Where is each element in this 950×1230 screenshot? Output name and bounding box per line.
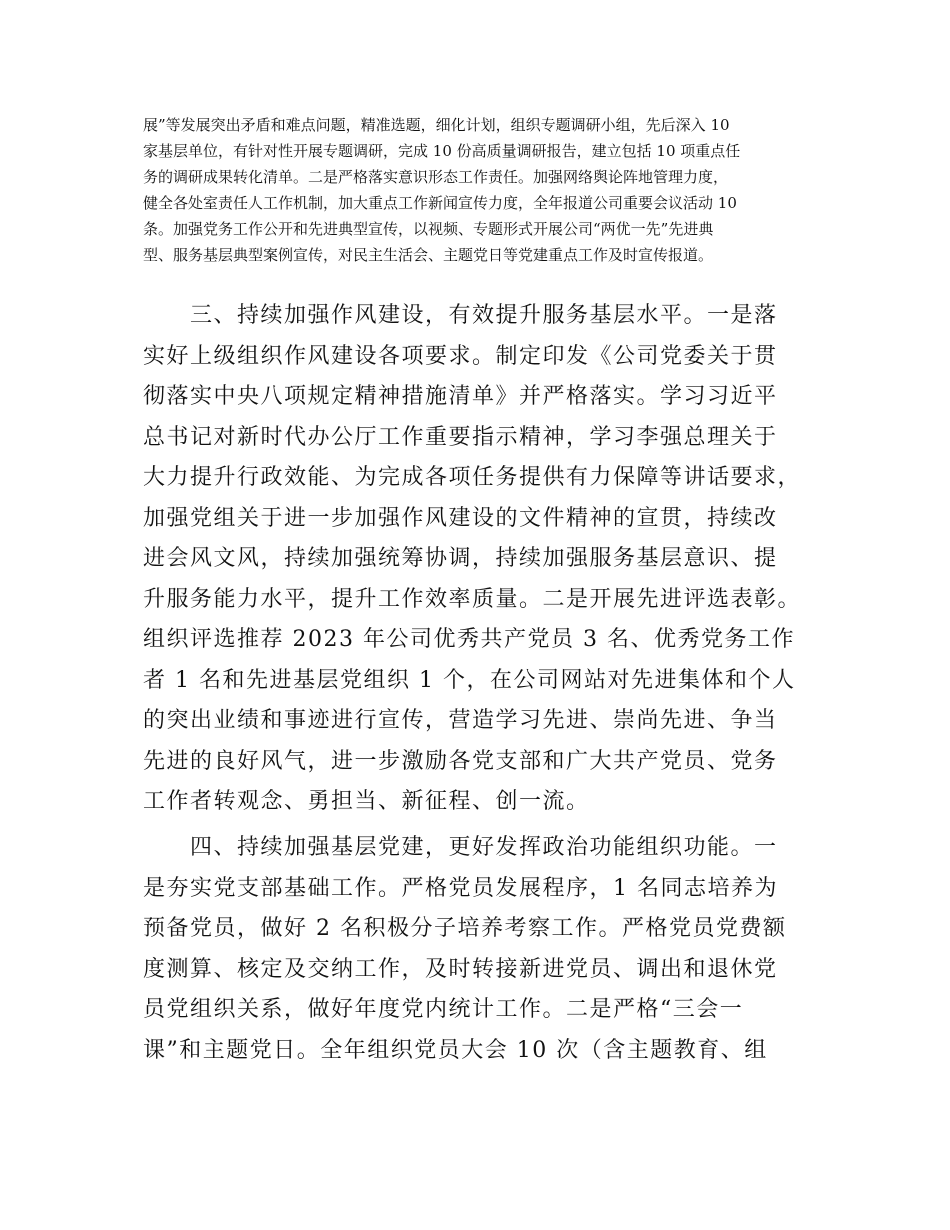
text-line: 总书记对新时代办公厅工作重要指示精神，学习李强总理关于 — [143, 424, 778, 450]
text-line: 者 1 名和先进基层党组织 1 个，在公司网站对先进集体和个人 — [143, 667, 796, 693]
paragraph-section-three — [143, 296, 815, 823]
text-line: 的突出业绩和事迹进行宣传，营造学习先进、崇尚先进、争当 — [143, 708, 778, 733]
paragraph-intro-continuation — [143, 112, 815, 268]
text-line: 条。加强党务工作公开和先进典型宣传，以视频、专题形式开展公司“两优一先”先进典 — [143, 220, 714, 238]
text-line: 展”等发展突出矛盾和难点问题，精准选题，细化计划，组织专题调研小组，先后深入 10 — [143, 116, 730, 134]
text-line: 进会风文风，持续加强统筹协调，持续加强服务基层意识、提 — [143, 546, 778, 571]
text-line: 升服务能力水平，提升工作效率质量。二是开展先进评选表彰。 — [143, 586, 802, 612]
paragraph-section-four — [143, 828, 815, 1071]
text-line: 大力提升行政效能、为完成各项任务提供有力保障等讲话要求， — [143, 465, 802, 490]
text-line: 工作者转观念、勇担当、新征程、创一流。 — [143, 789, 590, 814]
text-line: 员党组织关系，做好年度党内统计工作。二是严格“三会一 — [143, 997, 744, 1022]
text-line: 是夯实党支部基础工作。严格党员发展程序，1 名同志培养为 — [143, 875, 778, 901]
text-line: 四、持续加强基层党建，更好发挥政治功能组织功能。一 — [143, 835, 778, 860]
text-line: 型、服务基层典型案例宣传，对民主生活会、主题党日等党建重点工作及时宣传报道。 — [143, 246, 714, 264]
text-line: 健全各处室责任人工作机制，加大重点工作新闻宣传力度，全年报道公司重要会议活动 10 — [143, 194, 737, 212]
text-line: 务的调研成果转化清单。二是严格落实意识形态工作责任。加强网络舆论阵地管理力度， — [143, 168, 729, 186]
text-line: 课”和主题党日。全年组织党员大会 10 次（含主题教育、组 — [143, 1037, 768, 1063]
text-line: 三、持续加强作风建设，有效提升服务基层水平。一是落 — [143, 303, 778, 328]
text-line: 度测算、核定及交纳工作，及时转接新进党员、调出和退休党 — [143, 956, 778, 982]
text-line: 彻落实中央八项规定精神措施清单》并严格落实。学习习近平 — [143, 384, 778, 409]
text-line: 加强党组关于进一步加强作风建设的文件精神的宣贯，持续改 — [143, 505, 778, 531]
text-line: 先进的良好风气，进一步激励各党支部和广大共产党员、党务 — [143, 748, 778, 774]
text-line: 家基层单位，有针对性开展专题调研，完成 10 份高质量调研报告，建立包括 10 项重点任 — [143, 142, 741, 160]
text-line: 预备党员，做好 2 名积极分子培养考察工作。严格党员党费额 — [143, 916, 787, 941]
text-line: 实好上级组织作风建设各项要求。制定印发《公司党委关于贯 — [143, 343, 778, 369]
text-line: 组织评选推荐 2023 年公司优秀共产党员 3 名、优秀党务工作 — [143, 627, 795, 652]
